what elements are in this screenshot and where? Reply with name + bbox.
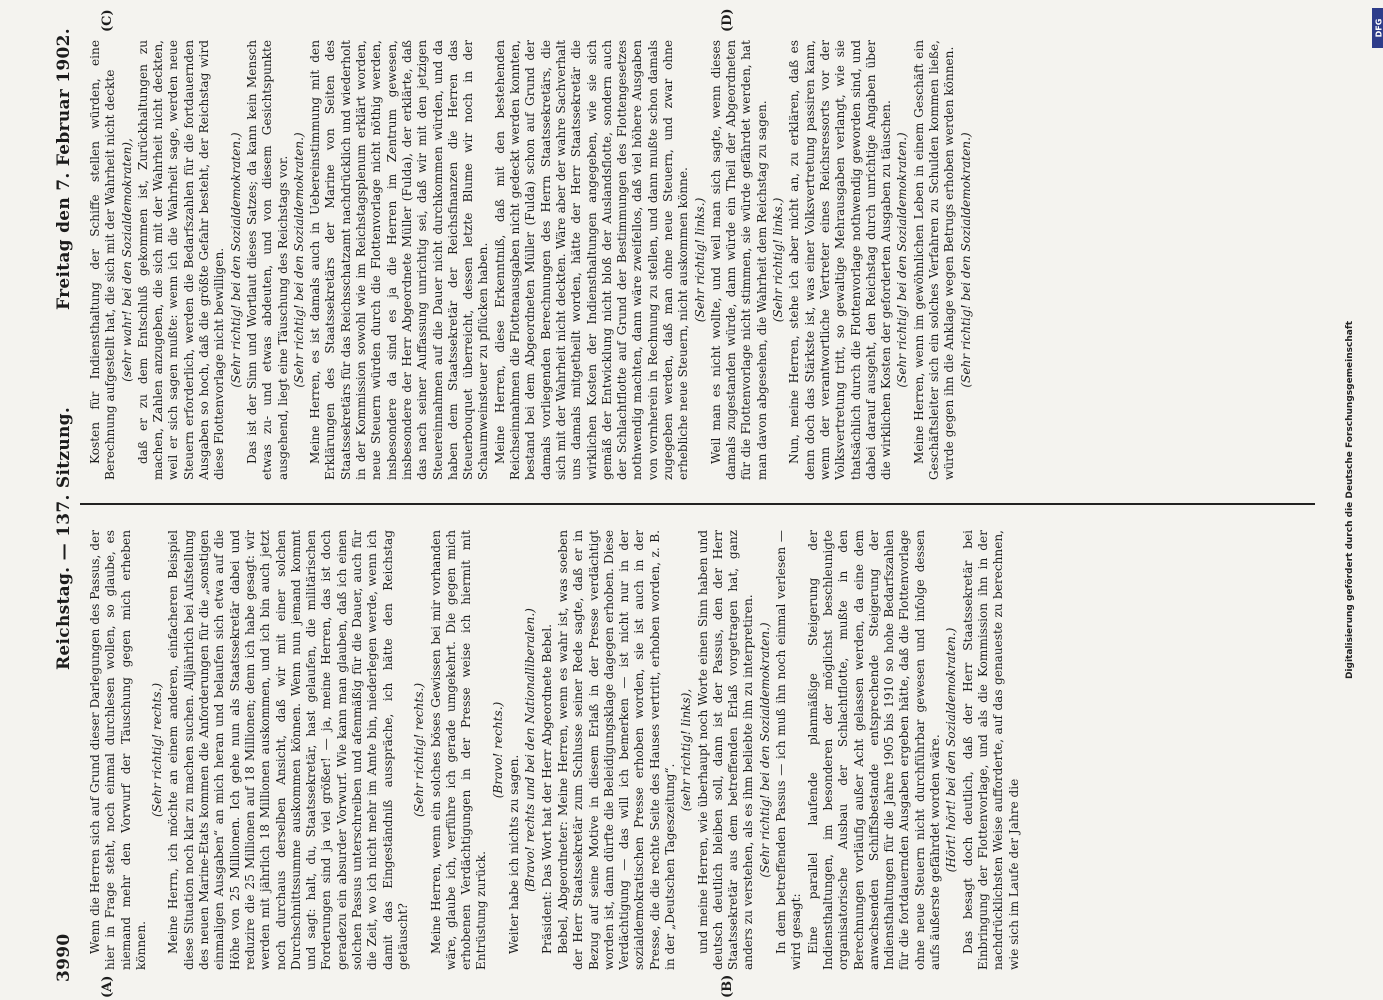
left-column-interjection: (Hört! hört! bei den Sozialdemokraten.) [944, 627, 959, 873]
right-column-paragraph: Meine Herren, diese Erkenntniß, daß mit den bestehenden Reichseinnahmen die Flottenausgaben nicht gedeckt werden konnten, bestand bei dem Abgeordneten Müller (Fulda) schon auf Grund der damals vorliegenden Berechnungen des Herrn Staatssekretärs, die sich mit der Wahrheit nicht deckten. Wäre aber der wahre Sachverhalt uns damals mitgetheilt worden, hätte der Herr Staatssekretär die wirklichen Kosten der Indiensthaltungen angegeben, wie sie sich gemäß der Entwicklung nicht bloß der Auslandsflotte, sondern auch der Schlachtflotte auf Grund der Bestimmungen des Flottengesetzes nothwendig machten, dann wäre zweifellos, daß viel höhere Ausgaben von vornherein in Rechnung zu stellen, und dann mußte schon damals zugegeben werden, daß man ohne neue Steuern, und zwar ohne erhebliche neue Steuern, nicht auskommen könne. [492, 40, 691, 480]
left-column-paragraph: Bebel, Abgeordneter: Meine Herren, wenn es wahr ist, was soeben der Herr Staatssekretär zum Schlusse seiner Rede sagte, daß er in Bezug auf seine Motive in diesem Erlaß in der Presse verdächtigt worden ist, dann dürfte die Beleidigungsklage dagegen erhoben. Diese Verdächtigung — das will ich bemerken — ist nicht nur in der sozialdemokratischen Presse erhoben worden, sie ist auch in der Presse, die die rechte Seite des Hauses vertritt, erhoben worden, z. B. in der „Deutschen Tageszeitung“. [555, 530, 677, 970]
rotated-document-page [40, 0, 1330, 1000]
funding-note [1343, 20, 1357, 980]
session-title: Reichstag. — 137. Sitzung. [54, 406, 74, 670]
left-text-column [88, 530, 1318, 970]
dfg-logo [1372, 8, 1383, 48]
left-column-interjection: (Bravo! rechts.) [490, 701, 505, 799]
margin-mark-c: (C) [100, 9, 115, 32]
right-column-interjection: (Sehr richtig! links.) [692, 197, 707, 323]
dfg-logo-text: DFG [1374, 18, 1383, 38]
right-column-interjection: (sehr wahr! bei den Sozialdemokraten), [119, 138, 134, 382]
left-column-paragraph: Wenn die Herren sich auf Grund dieser Darlegungen des Passus, der hier in Frage steht, noch einmal durchlesen wollen, so glaube, es niemand mehr den Vorwurf der Täuschung gegen mich erheben können. [88, 530, 148, 970]
left-column-paragraph: Präsident: Das Wort hat der Herr Abgeordnete Bebel. [539, 624, 554, 954]
right-column-interjection: (Sehr richtig! bei den Sozialdemokraten.) [228, 132, 243, 388]
page-number: 3990 [54, 933, 74, 982]
left-column-paragraph: Meine Herrn, ich möchte an einem anderen, einfacheren Beispiel diese Situation noch klar zu machen suchen. Alljährlich bei Aufstellung des neuen Marine-Etats kommen die Anforderungen für die „sonstigen einmaligen Ausgaben“ an mich heran und belaufen sich etwa auf die Höhe von 25 Millionen. Ich gehe nun als Staatssekretär dabei und reduzire die 25 Millionen auf 18 Millionen; denn ich habe gesagt: wir werden mit jährlich 18 Millionen auskommen, und ich bin auch jetzt noch durchaus derselben Ansicht, daß wir mit einer solchen Durchschnittssumme auskommen können. Wenn nun jemand kommt und sagt: halt, du, Staatssekretär, hast gelaufen, die militärischen Forderungen sind ja viel größer! — ja, meine Herren, das ist doch geradezu ein absurder Vorwurf. Wie kann man glauben, daß ich einen solchen Passus unterschreiben und afenmäßig für die Dauer, auch für die Zeit, wo ich nicht mehr im Amte bin, niederlegen werde, wenn ich damit das Eingeständniß ausspräche, ich hätte den Reichstag getäuscht? [166, 530, 410, 970]
left-column-paragraph: Das besagt doch deutlich, daß der Herr Staatssekretär bei Einbringung der Flottenvorlage, und als die Kommission ihn in der nachdrücklichsten Weise aufforderte, auf das genaueste zu berechnen, wie sich im Laufe der Jahre die [960, 530, 1021, 970]
left-column-interjection: (Sehr richtig! rechts.) [150, 682, 165, 818]
left-column-paragraph: Eine parallel laufende planmäßige Steigerung der Indiensthaltungen, im besonderen der möglichst beschleunigte organisatorische Ausbau der Schlachtflotte, mußte in den Berechnungen vorläufig außer Acht gelassen werden, da eine dem anwachsenden Schiffsbestande entsprechende Steigerung der Indiensthaltungen für die Jahre 1905 bis 1910 so hohe Bedarfszahlen für die fortdauernden Ausgaben ergeben hätte, daß die Flottenvorlage ohne neue Steuern nicht durchführbar gewesen und infolge dessen aufs äußerste gefährdet worden wäre. [805, 530, 943, 970]
left-column-interjection: (Bravo! rechts und bei den Nationalliberalen.) [523, 608, 538, 892]
funding-note-text: Digitalisierung gefördert durch die Deutsche Forschungsgemeinschaft [1345, 320, 1355, 680]
left-column-interjection: (Sehr richtig! rechts.) [412, 682, 427, 818]
right-column-paragraph: Das ist der Sinn und Wortlaut dieses Satzes; da kann kein Mensch etwas zu- und etwas abdeuten, und von diesem Gesichtspunkte ausgehend, liegt eine Täuschung des Reichstags vor. [244, 40, 290, 480]
margin-mark-b: (B) [720, 974, 735, 998]
date-title: Freitag den 7. Februar 1902. [54, 27, 74, 310]
right-column-paragraph: Kosten für Indiensthaltung der Schiffe stellen würden, eine Berechnung aufgestellt hat, die sich mit der Wahrheit nicht deckte [88, 40, 118, 480]
left-column-interjection: (Sehr richtig! bei den Sozialdemokraten.) [757, 622, 772, 878]
right-column-interjection: (Sehr richtig! links.) [771, 197, 786, 323]
column-divider [80, 503, 1315, 505]
right-column-paragraph: Meine Herren, es ist damals auch in Uebereinstimmung mit den Erklärungen des Staatssekretärs der Marine von Seiten des Staatssekretärs für das Reichsschatzamt nachdrücklich und wiederholt in der Kommission sowohl wie im Reichstagsplenum erklärt worden, neue Steuern würden durch die Flottenvorlage nicht nöthig werden, insbesondere da sind es ja die Herren im Zentrum gewesen, insbesondere der Herr Abgeordnete Müller (Fulda), der erklärte, daß das nach seiner Auffassung unrichtig sei, daß wir mit den jetzigen Steuereinnahmen auf die Dauer nicht durchkommen würden, und da haben dem Staatssekretär der Reichsfinanzen die Herren das Steuerbouquet überreicht, dessen letzte Blume wir noch in der Schaumweinsteuer zu pflücken haben. [308, 40, 491, 480]
right-column-interjection: (Sehr richtig! bei den Sozialdemokraten.) [291, 132, 306, 388]
right-column-paragraph: Meine Herren, wenn im gewöhnlichen Leben in einem Geschäft ein Geschäftsleiter sich ein solches Verfahren zu Schulden kommen ließe, würde gegen ihn die Anklage wegen Betrugs erhoben werden können. [911, 40, 957, 480]
right-column-paragraph: Nun, meine Herren, stehe ich aber nicht an, zu erklären, daß es denn doch das Stärkste ist, was einer Volksvertretung passiren kann, wenn der verantwortliche Vertreter eines Reichsressorts vor der Volksvertretung tritt, so gewaltige Mehrausgaben verlangt, wie sie thatsächlich durch die Flottenvorlage nothwendig geworden sind, und dabei darauf ausgeht, den Reichstag durch unrichtige Angaben über die wirklichen Kosten der geforderten Ausgaben zu täuschen. [787, 40, 894, 480]
right-column-paragraph: Weil man es nicht wollte, und weil man sich sagte, wenn dieses damals zugestanden würde, dann würde ein Theil der Abgeordneten für die Flottenvorlage nicht stimmen, sie würde gefährdet werden, hat man davon abgesehen, die Wahrheit dem Reichstag zu sagen. [708, 40, 769, 480]
margin-mark-d: (D) [720, 8, 735, 32]
left-column-paragraph: In dem betreffenden Passus — ich muß ihn noch einmal verlesen — wird gesagt: [774, 530, 804, 970]
right-text-column [88, 40, 1318, 480]
left-column-interjection: (sehr richtig! links), [679, 688, 694, 812]
left-column-paragraph: Meine Herren, wenn ein solches böses Gewissen bei mir vorhanden wäre, glaube ich, verführe ich gerade umgekehrt. Die gegen mich erhobenen Verdächtigungen in der Presse weise ich hiermit mit Entrüstung zurück. [428, 530, 489, 970]
page-header [40, 0, 80, 1000]
right-column-interjection: (Sehr richtig! bei den Sozialdemokraten.) [895, 132, 910, 388]
margin-mark-a: (A) [100, 975, 115, 998]
left-column-paragraph: Weiter habe ich nichts zu sagen. [507, 754, 522, 954]
right-column-interjection: (Sehr richtig! bei den Sozialdemokraten.) [958, 132, 973, 388]
right-column-paragraph: daß er zu dem Entschluß gekommen ist, Zurückhaltungen zu machen, Zahlen anzugeben, die sich mit der Wahrheit nicht deckten, weil er sich sagen mußte: wenn ich die Wahrheit sage, werden neue Steuern erforderlich, werden die Bedarfszahlen für die fortdauernden Ausgaben so hoch, daß die größte Gefahr besteht, der Reichstag wird diese Flottenvorlage nicht bewilligen. [135, 40, 227, 480]
left-column-paragraph: und meine Herren, wie überhaupt noch Worte einen Sinn haben und deutsch deutlich bleiben soll, dann ist der Passus, den der Herr Staatssekretär aus dem betreffenden Erlaß vorgetragen hat, ganz anders zu verstehen, als es ihm beliebte ihn zu interpretiren. [695, 530, 756, 970]
